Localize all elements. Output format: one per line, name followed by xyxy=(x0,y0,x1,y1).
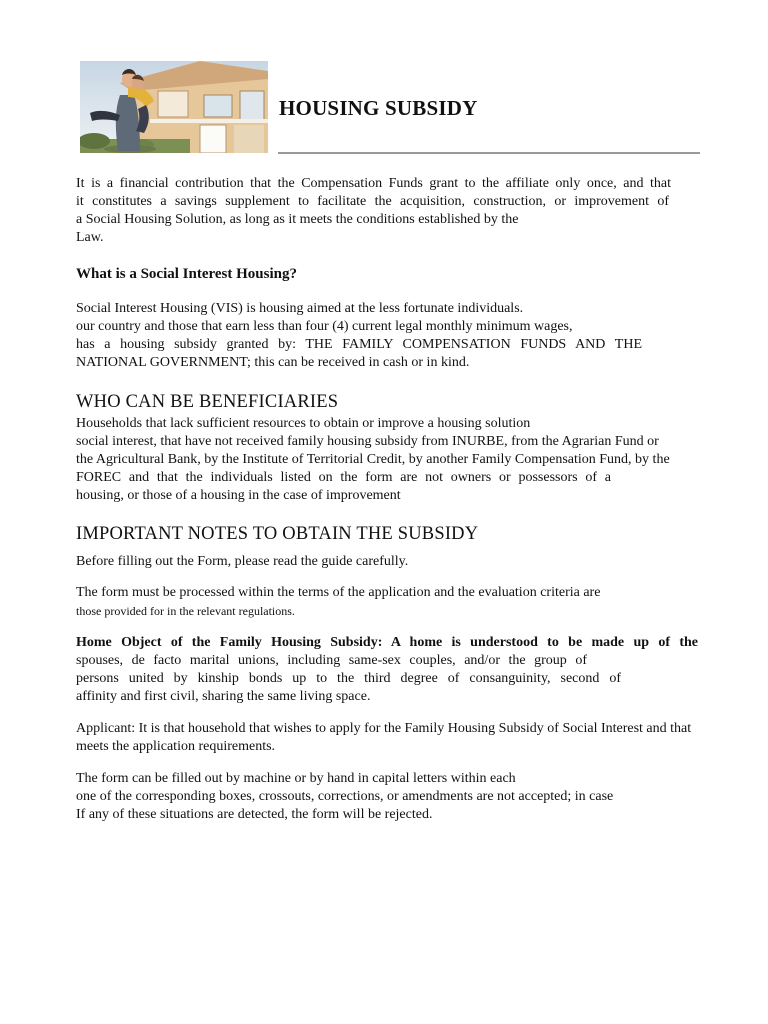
title-divider xyxy=(278,152,700,154)
applicant-note xyxy=(76,720,736,756)
text-line: Social Interest Housing (VIS) is housing aimed at the less fortunate individuals. xyxy=(76,301,524,316)
intro-paragraph xyxy=(76,175,736,247)
text-line: the Agricultural Bank, by the Institute of Territorial Credit, by another Family Compensation Fund, by the xyxy=(76,452,670,467)
text-line: those provided for in the relevant regulations. xyxy=(76,604,295,618)
vis-paragraph xyxy=(76,300,736,372)
text-line: Households that lack sufficient resources to obtain or improve a housing solution xyxy=(76,416,531,431)
guide-note xyxy=(76,553,736,571)
text-line: social interest, that have not received family housing subsidy from INURBE, from the Agrarian Fund or xyxy=(76,434,659,449)
text-line: Before filling out the Form, please read the guide carefully. xyxy=(76,554,409,569)
text-line: has a housing subsidy granted by: THE FAMILY COMPENSATION FUNDS AND THE xyxy=(76,337,642,352)
section-heading-beneficiaries: WHO CAN BE BENEFICIARIES xyxy=(76,392,339,412)
text-line: affinity and first civil, sharing the same living space. xyxy=(76,689,371,704)
text-line: It is a financial contribution that the Compensation Funds grant to the affiliate only once, and that xyxy=(76,176,671,191)
text-line: housing, or those of a housing in the case of improvement xyxy=(76,488,401,503)
text-line: Home Object of the Family Housing Subsidy: A home is understood to be made up of the xyxy=(76,635,698,650)
document-body xyxy=(76,175,736,824)
section-heading-notes: IMPORTANT NOTES TO OBTAIN THE SUBSIDY xyxy=(76,524,479,544)
family-house-photo xyxy=(80,61,268,153)
section-heading-vis: What is a Social Interest Housing? xyxy=(76,266,297,282)
text-line: a Social Housing Solution, as long as it meets the conditions established by the xyxy=(76,212,519,227)
text-line: Law. xyxy=(76,230,104,245)
form-note xyxy=(76,770,736,824)
text-line: spouses, de facto marital unions, including same-sex couples, and/or the group of xyxy=(76,653,587,668)
beneficiaries-paragraph xyxy=(76,415,736,505)
text-line: persons united by kinship bonds up to the third degree of consanguinity, second of xyxy=(76,671,621,686)
text-line: If any of these situations are detected, the form will be rejected. xyxy=(76,807,433,822)
text-line: FOREC and that the individuals listed on the form are not owners or possessors of a xyxy=(76,470,611,485)
text-line: NATIONAL GOVERNMENT; this can be received in cash or in kind. xyxy=(76,355,470,370)
home-object-note xyxy=(76,634,736,706)
text-line: The form can be filled out by machine or by hand in capital letters within each xyxy=(76,771,516,786)
text-line: our country and those that earn less than four (4) current legal monthly minimum wages, xyxy=(76,319,573,334)
text-line: it constitutes a savings supplement to facilitate the acquisition, construction, or improvement of xyxy=(76,194,669,209)
text-line: Applicant: It is that household that wishes to apply for the Family Housing Subsidy of Social Interest and that xyxy=(76,721,692,736)
page-title: HOUSING SUBSIDY xyxy=(279,96,478,120)
process-note xyxy=(76,584,736,620)
text-line: one of the corresponding boxes, crossouts, corrections, or amendments are not accepted; in case xyxy=(76,789,614,804)
text-line: The form must be processed within the terms of the application and the evaluation criteria are xyxy=(76,585,601,600)
text-line: meets the application requirements. xyxy=(76,739,276,754)
